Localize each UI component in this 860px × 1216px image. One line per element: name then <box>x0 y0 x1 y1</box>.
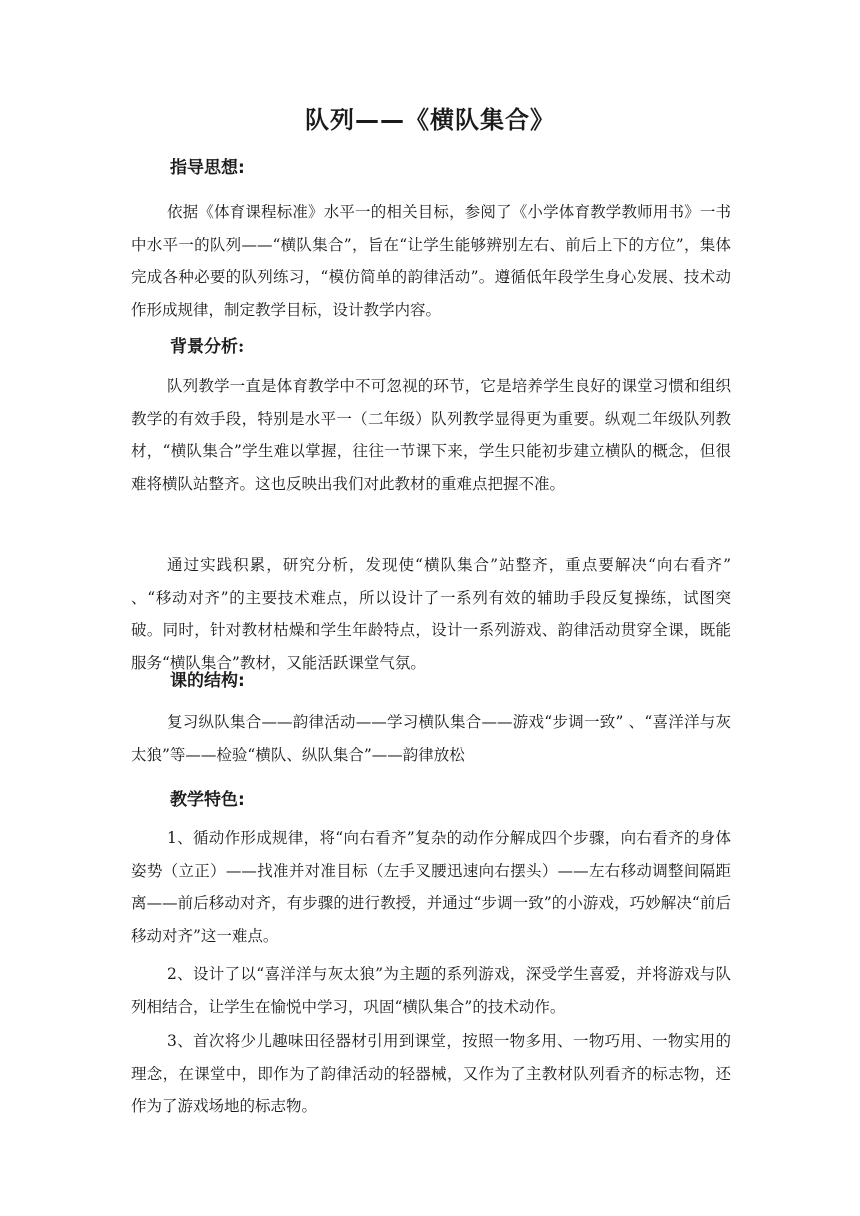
section-heading-teaching-features: 教学特色: <box>170 790 245 810</box>
paragraph-feature-3: 3、首次将少儿趣味田径器材引用到课堂，按照一物多用、一物巧用、一物实用的理念，在课堂中，即作为了韵律活动的轻器械，又作为了主教材队列看齐的标志物，还作为了游戏场地的标志物。 <box>131 1032 731 1115</box>
section-heading-background: 背景分析: <box>170 337 245 357</box>
document-title: 队列——《横队集合》 <box>305 106 555 134</box>
section-heading-lesson-structure: 课的结构: <box>170 671 245 691</box>
paragraph-guiding-idea: 依据《体育课程标准》水平一的相关目标，参阅了《小学体育教学教师用书》一书中水平一的队列——“横队集合”，旨在“让学生能够辨别左右、前后上下的方位”，集体完成各种必要的队列练习，“模仿简单的韵律活动”。遵循低年段学生身心发展、技术动作形成规律，制定教学目标，设计教学内容。 <box>131 203 731 319</box>
paragraph-feature-2: 2、设计了以“喜洋洋与灰太狼”为主题的系列游戏，深受学生喜爱，并将游戏与队列相结合，让学生在愉悦中学习，巩固“横队集合”的技术动作。 <box>131 965 731 1016</box>
paragraph-background-2: 通过实践积累，研究分析，发现使“横队集合”站整齐，重点要解决“向右看齐” 、“移动对齐”的主要技术难点，所以设计了一系列有效的辅助手段反复操练，试图突破。同时，针对教材枯燥和学生年龄特点，设计一系列游戏、韵律活动贯穿全课，既能服务“横队集合”教材，又能活跃课堂气氛。 <box>131 556 731 672</box>
paragraph-lesson-structure: 复习纵队集合——韵律活动——学习横队集合——游戏“步调一致” 、“喜洋洋与灰太狼”等——检验“横队、纵队集合”——韵律放松 <box>131 713 731 764</box>
paragraph-feature-1: 1、循动作形成规律，将“向右看齐”复杂的动作分解成四个步骤，向右看齐的身体姿势（立正）——找准并对准目标（左手叉腰迅速向右摆头）——左右移动调整间隔距离——前后移动对齐，有步骤的进行教授，并通过“步调一致”的小游戏，巧妙解决“前后移动对齐”这一难点。 <box>131 829 731 945</box>
paragraph-background-1: 队列教学一直是体育教学中不可忽视的环节，它是培养学生良好的课堂习惯和组织教学的有效手段，特别是水平一（二年级）队列教学显得更为重要。纵观二年级队列教材，“横队集合”学生难以掌握，往往一节课下来，学生只能初步建立横队的概念，但很难将横队站整齐。这也反映出我们对此教材的重难点把握不准。 <box>131 377 731 493</box>
section-heading-guiding-idea: 指导思想: <box>170 158 245 178</box>
